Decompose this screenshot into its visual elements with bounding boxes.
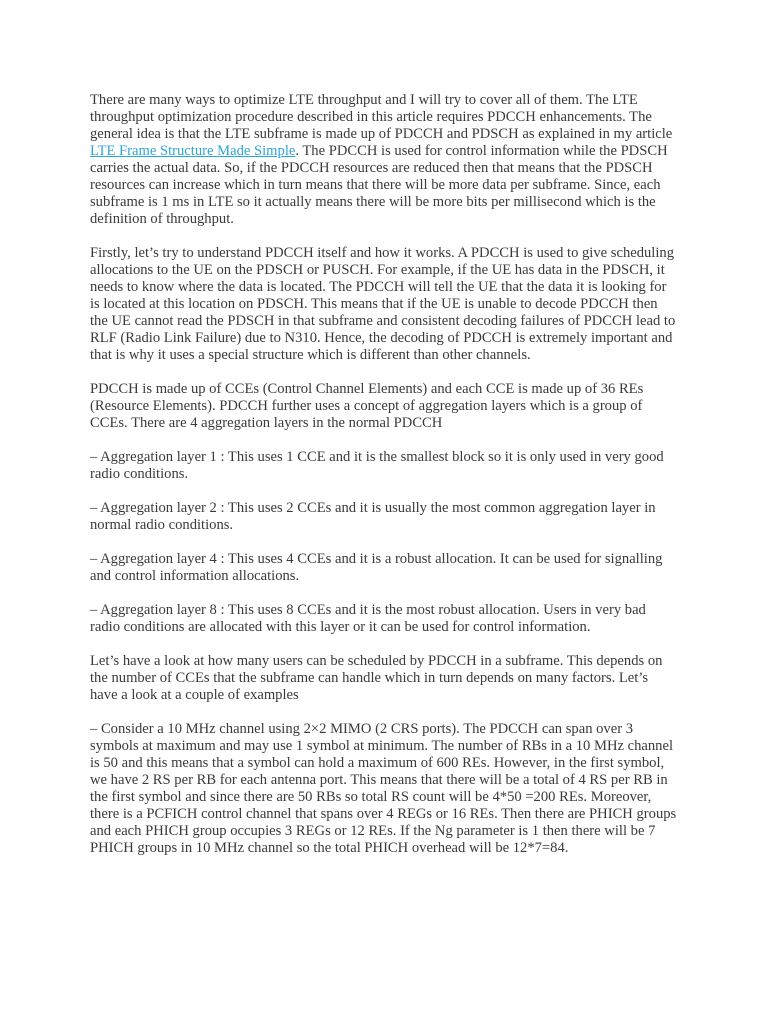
aggregation-layer-1-item: – Aggregation layer 1 : This uses 1 CCE and it is the smallest block so it is only used in very good radio conditions. xyxy=(90,449,664,482)
intro-paragraph xyxy=(90,92,678,228)
cce-paragraph: PDCCH is made up of CCEs (Control Channel Elements) and each CCE is made up of 36 REs (Resource Elements). PDCCH further uses a concept of aggregation layers which is a group of CCEs. There are 4 aggregation layers in the normal PDCCH xyxy=(90,381,644,431)
aggregation-layer-8-item: – Aggregation layer 8 : This uses 8 CCEs and it is the most robust allocation. Users in very bad radio conditions are allocated with this layer or it can be used for control information. xyxy=(90,602,646,635)
aggregation-layer-2-item: – Aggregation layer 2 : This uses 2 CCEs and it is usually the most common aggregation layer in normal radio conditions. xyxy=(90,500,656,533)
scheduling-paragraph: Let’s have a look at how many users can be scheduled by PDCCH in a subframe. This depends on the number of CCEs that the subframe can handle which in turn depends on many factors. Let’s have a look at a couple of examples xyxy=(90,653,663,703)
pdcch-explanation-paragraph: Firstly, let’s try to understand PDCCH itself and how it works. A PDCCH is used to give scheduling allocations to the UE on the PDSCH or PUSCH. For example, if the UE has data in the PDSCH, it needs to know where the data is located. The PDCCH will tell the UE that the data it is looking for is located at this location on PDSCH. This means that if the UE is unable to decode PDCCH then the UE cannot read the PDSCH in that subframe and consistent decoding failures of PDCCH lead to RLF (Radio Link Failure) due to N310. Hence, the decoding of PDCCH is extremely important and that is why it uses a special structure which is different than other channels. xyxy=(90,245,676,363)
lte-frame-structure-link[interactable]: LTE Frame Structure Made Simple xyxy=(90,143,296,159)
article-body xyxy=(90,92,678,874)
intro-text-before-link: There are many ways to optimize LTE throughput and I will try to cover all of them. The LTE throughput optimization procedure described in this article requires PDCCH enhancements. The general idea is that the LTE subframe is made up of PDCCH and PDSCH as explained in my article xyxy=(90,92,673,142)
example-10mhz-paragraph: – Consider a 10 MHz channel using 2×2 MIMO (2 CRS ports). The PDCCH can span over 3 symbols at maximum and may use 1 symbol at minimum. The number of RBs in a 10 MHz channel is 50 and this means that a symbol can hold a maximum of 600 REs. However, in the first symbol, we have 2 RS per RB for each antenna port. This means that there will be a total of 4 RS per RB in the first symbol and since there are 50 RBs so total RS count will be 4*50 =200 REs. Moreover, there is a PCFICH control channel that spans over 4 REGs or 16 REs. Then there are PHICH groups and each PHICH group occupies 3 REGs or 12 REs. If the Ng parameter is 1 then there will be 7 PHICH groups in 10 MHz channel so the total PHICH overhead will be 12*7=84. xyxy=(90,721,677,856)
aggregation-layer-4-item: – Aggregation layer 4 : This uses 4 CCEs and it is a robust allocation. It can be used for signalling and control information allocations. xyxy=(90,551,663,584)
intro-text-after-link: . The PDCCH is used for control information while the PDSCH carries the actual data. So, if the PDCCH resources are reduced then that means that the PDSCH resources can increase which in turn means that there will be more data per subframe. Since, each subframe is 1 ms in LTE so it actually means there will be more bits per millisecond which is the definition of throughput. xyxy=(90,143,668,227)
